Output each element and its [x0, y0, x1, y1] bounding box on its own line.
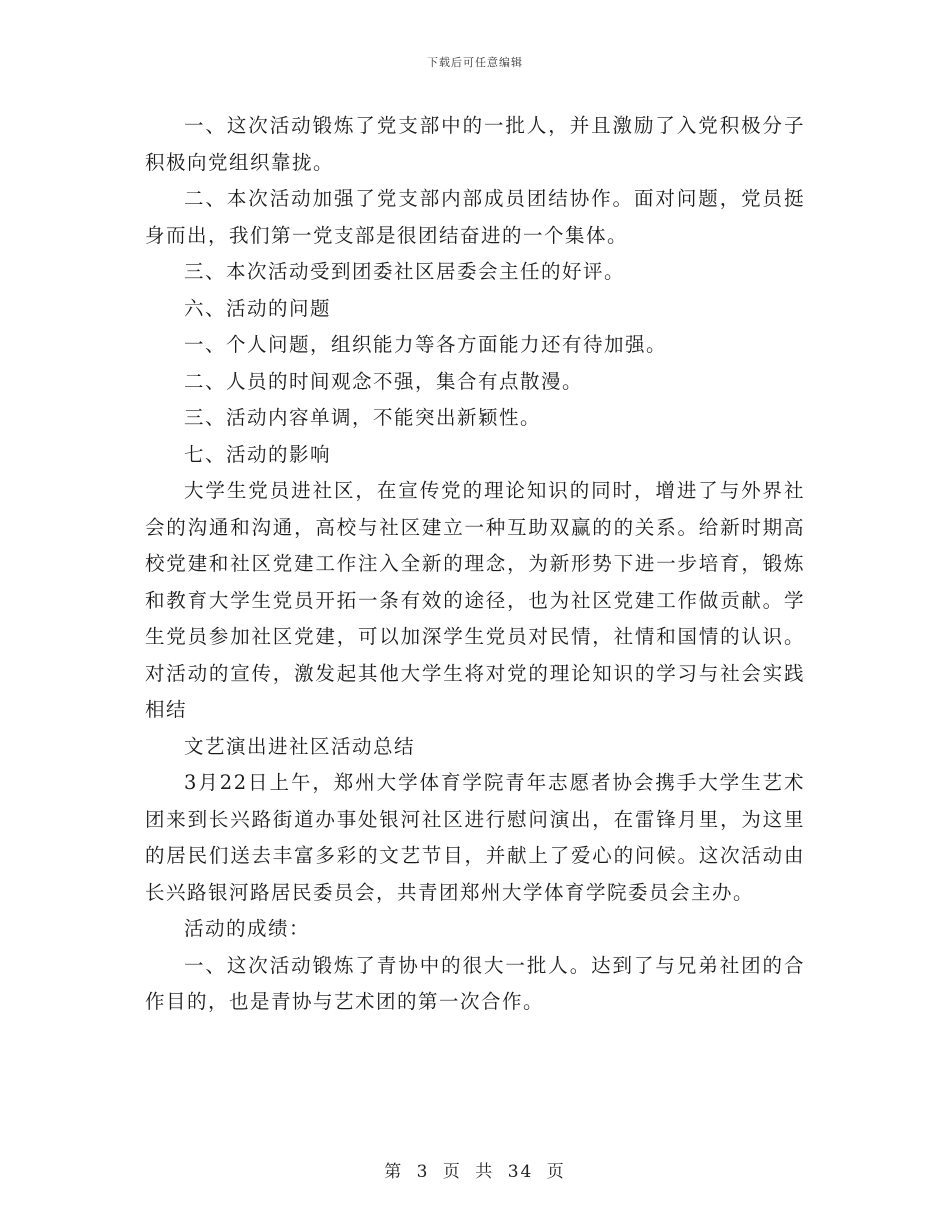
footer-current-page: 3 [416, 1162, 430, 1182]
page-footer [0, 1157, 950, 1182]
footer-suffix: 页 [546, 1162, 566, 1182]
page-header-note: 下载后可任意编辑 [427, 56, 523, 69]
footer-total-word: 共 [475, 1162, 495, 1182]
paragraph-2: 二、本次活动加强了党支部内部成员团结协作。面对问题，党员挺身而出，我们第一党支部是很团结奋进的一个集体。 [145, 187, 805, 247]
paragraph-3: 三、本次活动受到团委社区居委会主任的好评。 [184, 260, 626, 283]
paragraph-result-1: 一、这次活动锻炼了青协中的很大一批人。达到了与兄弟社团的合作目的，也是青协与艺术团的第一次合作。 [145, 953, 805, 1013]
footer-page-word: 页 [442, 1162, 462, 1182]
paragraph-7: 三、活动内容单调，不能突出新颖性。 [184, 406, 542, 429]
paragraph-6: 二、人员的时间观念不强，集合有点散漫。 [184, 369, 584, 393]
footer-total-pages: 34 [507, 1162, 534, 1182]
footer-prefix: 第 [384, 1162, 404, 1182]
paragraph-1: 一、这次活动锻炼了党支部中的一批人，并且激励了入党积极分子积极向党组织靠拢。 [145, 114, 805, 174]
paragraph-impact: 大学生党员进社区，在宣传党的理论知识的同时，增进了与外界社会的沟通和沟通，高校与社区建立一种互助双赢的的关系。给新时期高校党建和社区党建工作注入全新的理念，为新形势下进一步培育，锻炼和教育大学生党员开拓一条有效的途径，也为社区党建工作做贡献。学生党员参加社区党建，可以加深学生党员对民情，社情和国情的认识。对活动的宣传，激发起其他大学生将对党的理论知识的学习与社会实践相结 [145, 479, 805, 721]
paragraph-event-intro: 3月22日上午，郑州大学体育学院青年志愿者协会携手大学生艺术团来到长兴路街道办事处银河社区进行慰问演出，在雷锋月里，为这里的居民们送去丰富多彩的文艺节目，并献上了爱心的问候。这次活动由长兴路银河路居民委员会，共青团郑州大学体育学院委员会主办。 [145, 771, 805, 904]
section-heading-impact: 七、活动的影响 [184, 442, 332, 466]
section-heading-results: 活动的成绩： [184, 917, 311, 940]
section-title-art-performance: 文艺演出进社区活动总结 [184, 734, 416, 758]
paragraph-5: 一、个人问题，组织能力等各方面能力还有待加强。 [184, 333, 668, 356]
document-body [145, 108, 805, 1021]
section-heading-problems: 六、活动的问题 [184, 296, 332, 320]
